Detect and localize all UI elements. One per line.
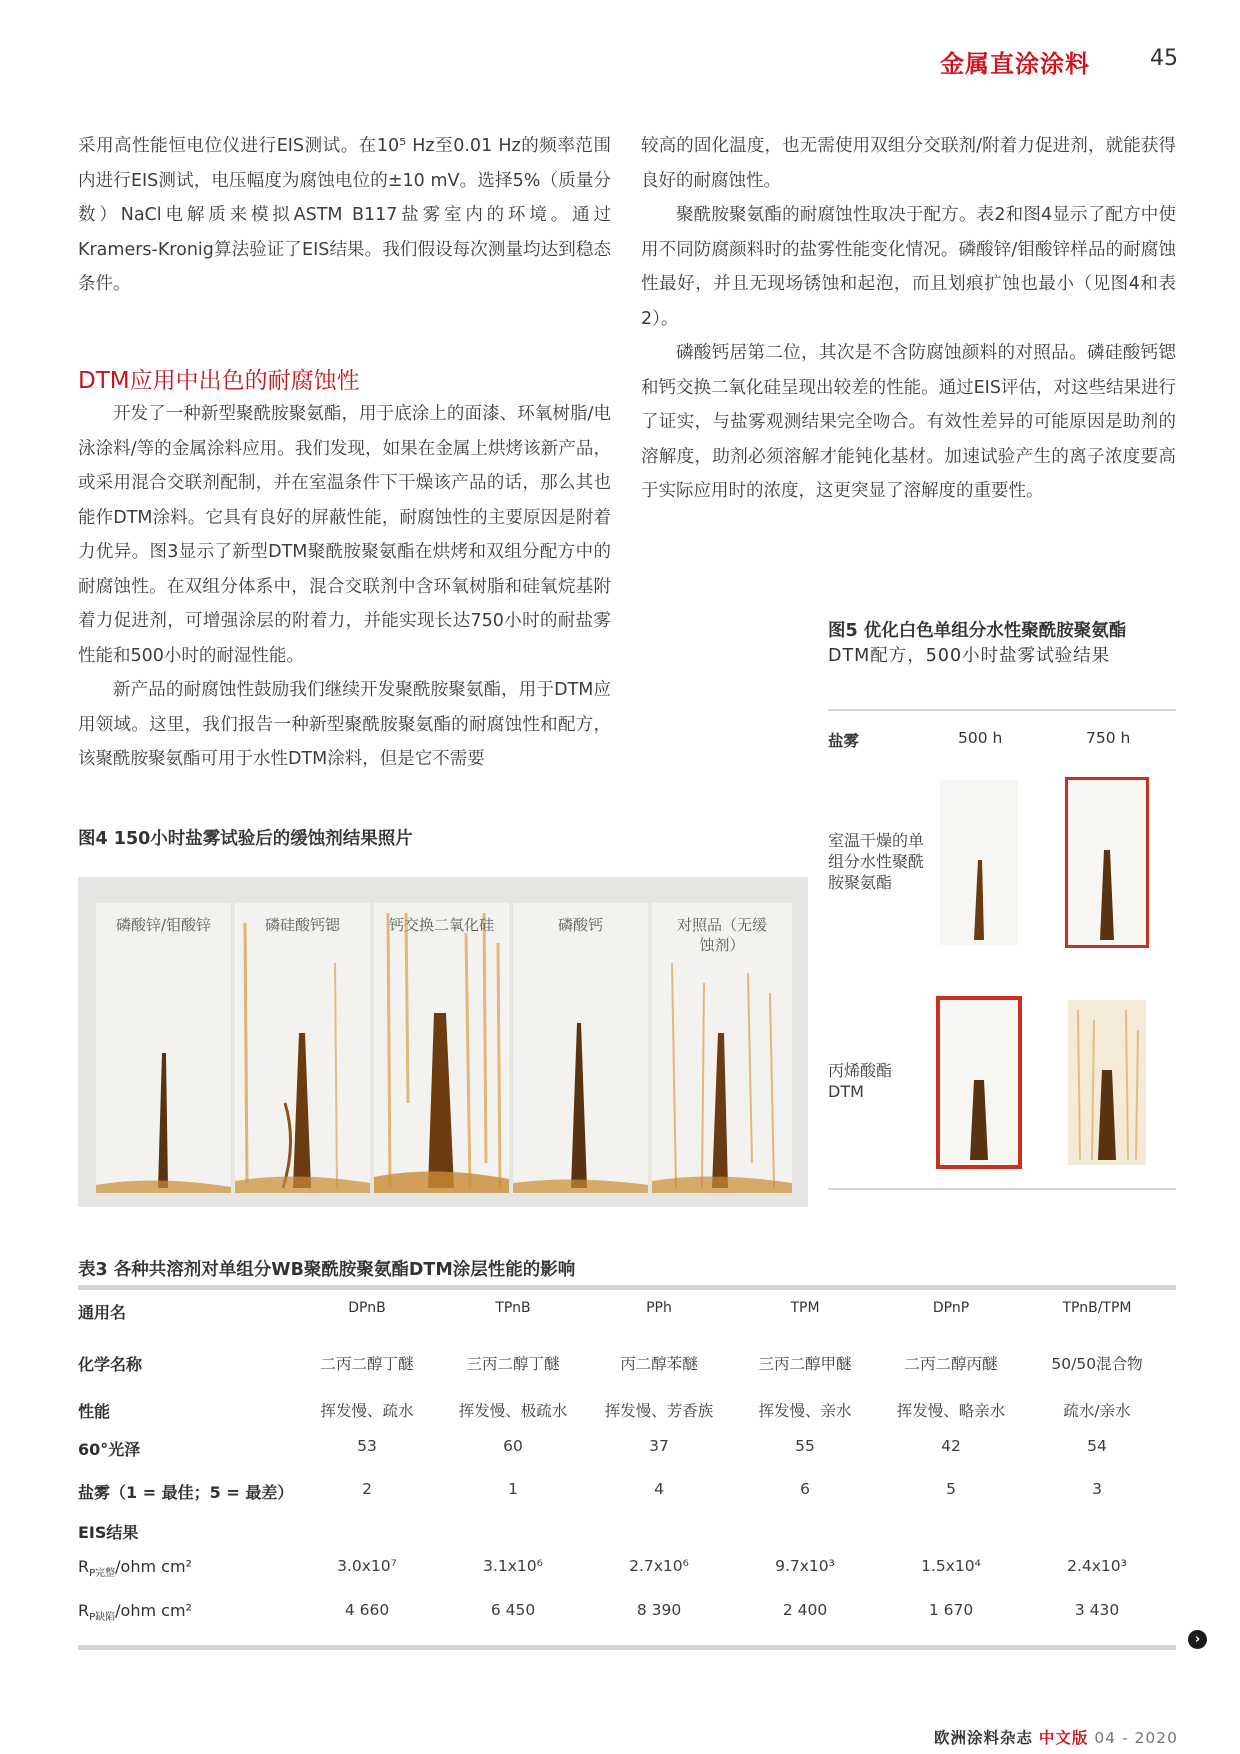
row-header: 盐雾（1 = 最佳；5 = 最差） xyxy=(78,1483,294,1502)
column-header: DPnP xyxy=(932,1300,970,1316)
table-cell: 挥发慢、疏水 xyxy=(320,1402,414,1420)
row-header xyxy=(78,1557,192,1579)
test-panel xyxy=(652,903,792,1193)
table-cell: 8 390 xyxy=(636,1601,682,1619)
figure-5-caption-line: DTM配方，500小时盐雾试验结果 xyxy=(828,646,1111,666)
table-cell: 2 xyxy=(362,1480,372,1498)
subscript: P完整 xyxy=(89,1568,116,1580)
footer xyxy=(934,1726,1178,1748)
table-cell: 54 xyxy=(1087,1437,1107,1455)
table-cell: 53 xyxy=(357,1437,377,1455)
paragraph: 聚酰胺聚氨酯的耐腐蚀性取决于配方。表2和图4显示了配方中使用不同防腐颜料时的盐雾性能变化情况。磷酸锌/钼酸锌样品的耐腐蚀性最好，并且无现场锈蚀和起泡，而且划痕扩蚀也最小（见图4和表2）。 xyxy=(641,205,1176,329)
table-row xyxy=(78,1352,1176,1382)
column-header: TPM xyxy=(790,1300,820,1316)
subscript: P缺陷 xyxy=(89,1612,116,1624)
left-column xyxy=(78,129,611,302)
table-cell: 55 xyxy=(795,1437,815,1455)
magazine-name: 欧洲涂料杂志 xyxy=(933,1729,1033,1747)
figure-4-caption: 图4 150小时盐雾试验后的缓蚀剂结果照片 xyxy=(78,829,413,849)
table-cell: 4 660 xyxy=(344,1601,390,1619)
issue-label: 04 - 2020 xyxy=(1094,1729,1178,1747)
rust-scribe-graphic xyxy=(1068,1000,1146,1165)
next-page-icon[interactable]: › xyxy=(1188,1630,1207,1649)
left-column-body xyxy=(78,397,611,777)
table-cell: 二丙二醇丁醚 xyxy=(320,1355,414,1373)
divider xyxy=(828,1188,1176,1190)
rust-scribe-graphic xyxy=(513,903,648,1193)
panel-label: 磷硅酸钙锶 xyxy=(264,916,340,934)
table-row xyxy=(78,1520,1176,1550)
table-cell: 三丙二醇丁醚 xyxy=(466,1355,560,1373)
test-plate xyxy=(940,1000,1018,1165)
table-bottom-rule xyxy=(78,1645,1176,1650)
paragraph: 较高的固化温度，也无需使用双组分交联剂/附着力促进剂，就能获得良好的耐腐蚀性。 xyxy=(641,136,1176,191)
row-header: 60°光泽 xyxy=(78,1440,141,1459)
table-3-caption: 表3 各种共溶剂对单组分WB聚酰胺聚氨酯DTM涂层性能的影响 xyxy=(78,1260,576,1280)
table-cell: 3 430 xyxy=(1074,1601,1120,1619)
figure-5-caption-line: 图5 优化白色单组分水性聚酰胺聚氨酯 xyxy=(828,621,1127,641)
table-cell: 4 xyxy=(654,1480,664,1498)
table-cell: 2.4x10³ xyxy=(1067,1557,1127,1575)
paragraph: 开发了一种新型聚酰胺聚氨酯，用于底涂上的面漆、环氧树脂/电泳涂料/等的金属涂料应用。我们发现，如果在金属上烘烤该新产品，或采用混合交联剂配制，并在室温条件下干燥该产品的话，那么其也能作DTM涂料。它具有良好的屏蔽性能，耐腐蚀性的主要原因是附着力优异。图3显示了新型DTM聚酰胺聚氨酯在烘烤和双组分配方中的耐腐蚀性。在双组分体系中，混合交联剂中含环氧树脂和硅氧烷基附着力促进剂，可增强涂层的附着力，并能实现长达750小时的耐盐雾性能和500小时的耐湿性能。 xyxy=(78,404,611,666)
table-cell: 6 xyxy=(800,1480,810,1498)
symbol: R xyxy=(78,1557,90,1576)
table-cell: 1.5x10⁴ xyxy=(921,1557,981,1575)
table-cell: 3.0x10⁷ xyxy=(337,1557,397,1575)
rust-scribe-graphic xyxy=(374,903,509,1193)
panel-label: 磷酸钙 xyxy=(557,916,603,934)
table-cell: 2.7x10⁶ xyxy=(629,1557,689,1575)
rust-scribe-graphic xyxy=(940,1000,1018,1165)
section-title: 金属直涂涂料 xyxy=(940,50,1090,78)
rust-scribe-graphic xyxy=(96,903,231,1193)
section-heading: DTM应用中出色的耐腐蚀性 xyxy=(78,368,360,394)
table-cell: 5 xyxy=(946,1480,956,1498)
unit: /ohm cm² xyxy=(115,1601,192,1620)
table-cell: 挥发慢、极疏水 xyxy=(458,1402,568,1420)
paragraph: 磷酸钙居第二位，其次是不含防腐蚀颜料的对照品。磷硅酸钙锶和钙交换二氧化硅呈现出较差的性能。通过EIS评估，对这些结果进行了证实，与盐雾观测结果完全吻合。有效性差异的可能原因是助剂的溶解度，助剂必须溶解才能钝化基材。加速试验产生的离子浓度要高于实际应用时的浓度，这更突显了溶解度的重要性。 xyxy=(641,343,1176,501)
table-row xyxy=(78,1480,1176,1510)
table-row xyxy=(78,1601,1176,1631)
row-header: 化学名称 xyxy=(78,1355,143,1374)
table-cell: 3.1x10⁶ xyxy=(483,1557,543,1575)
test-panel xyxy=(235,903,370,1193)
test-plate xyxy=(1068,1000,1146,1165)
row-label: 室温干燥的单组分水性聚酰胺聚氨酯 xyxy=(828,831,925,892)
rust-scribe-graphic xyxy=(1068,780,1146,945)
table-cell: 挥发慢、亲水 xyxy=(758,1402,852,1420)
table-cell: 2 400 xyxy=(782,1601,828,1619)
rust-scribe-graphic xyxy=(940,780,1018,945)
paragraph: 新产品的耐腐蚀性鼓励我们继续开发聚酰胺聚氨酯，用于DTM应用领域。这里，我们报告一种新型聚酰胺聚氨酯的耐腐蚀性和配方，该聚酰胺聚氨酯可用于水性DTM涂料，但是它不需要 xyxy=(78,680,611,769)
salt-spray-header: 盐雾 xyxy=(828,732,860,750)
test-plate xyxy=(940,780,1018,945)
row-header: EIS结果 xyxy=(78,1523,139,1542)
table-cell: 9.7x10³ xyxy=(775,1557,835,1575)
row-label: 丙烯酸酯DTM xyxy=(828,1061,893,1101)
right-column xyxy=(641,129,1176,509)
time-header: 750 h xyxy=(1086,729,1131,747)
table-cell: 1 670 xyxy=(928,1601,974,1619)
table-cell: 60 xyxy=(503,1437,523,1455)
table-cell: 3 xyxy=(1092,1480,1102,1498)
table-cell: 二丙二醇丙醚 xyxy=(904,1355,998,1373)
table-cell: 37 xyxy=(649,1437,669,1455)
test-panel xyxy=(513,903,648,1193)
time-header: 500 h xyxy=(958,729,1003,747)
table-cell: 挥发慢、芳香族 xyxy=(604,1402,714,1420)
panel-label: 磷酸锌/钼酸锌 xyxy=(115,916,212,934)
table-cell: 三丙二醇甲醚 xyxy=(758,1355,852,1373)
rust-scribe-graphic xyxy=(235,903,370,1193)
panel-label: 钙交换二氧化硅 xyxy=(388,916,494,934)
figure-5-caption xyxy=(828,619,1126,669)
column-header: TPnB/TPM xyxy=(1062,1300,1132,1316)
test-plate xyxy=(1068,780,1146,945)
edition-label: 中文版 xyxy=(1038,1729,1089,1747)
row-header: 通用名 xyxy=(78,1303,127,1322)
table-header-row xyxy=(78,1300,1176,1330)
column-header: PPh xyxy=(646,1300,672,1316)
unit: /ohm cm² xyxy=(115,1557,192,1576)
page-number: 45 xyxy=(1150,46,1178,71)
row-header xyxy=(78,1601,192,1623)
test-panel xyxy=(96,903,231,1193)
table-cell: 丙二醇苯醚 xyxy=(620,1355,698,1373)
table-cell: 疏水/亲水 xyxy=(1063,1402,1131,1420)
panel-label: 对照品（无缓蚀剂） xyxy=(676,916,767,954)
table-top-rule xyxy=(78,1285,1176,1290)
symbol: R xyxy=(78,1601,90,1620)
table-cell: 1 xyxy=(508,1480,518,1498)
table-cell: 6 450 xyxy=(490,1601,536,1619)
table-cell: 挥发慢、略亲水 xyxy=(896,1402,1006,1420)
table-cell: 42 xyxy=(941,1437,961,1455)
column-header: DPnB xyxy=(348,1300,386,1316)
table-cell: 50/50混合物 xyxy=(1051,1355,1143,1373)
column-header: TPnB xyxy=(495,1300,531,1316)
table-row xyxy=(78,1399,1176,1429)
test-panel xyxy=(374,903,509,1193)
table-row xyxy=(78,1437,1176,1467)
divider xyxy=(828,709,1176,711)
table-row xyxy=(78,1557,1176,1587)
figure-4-photo xyxy=(78,877,808,1207)
row-header: 性能 xyxy=(78,1402,111,1421)
paragraph: 采用高性能恒电位仪进行EIS测试。在10⁵ Hz至0.01 Hz的频率范围内进行EIS测试，电压幅度为腐蚀电位的±10 mV。选择5%（质量分数）NaCl电解质来模拟ASTM B117盐雾室内的环境。通过Kramers-Kronig算法验证了EIS结果。我们假设每次测量均达到稳态条件。 xyxy=(78,136,611,294)
